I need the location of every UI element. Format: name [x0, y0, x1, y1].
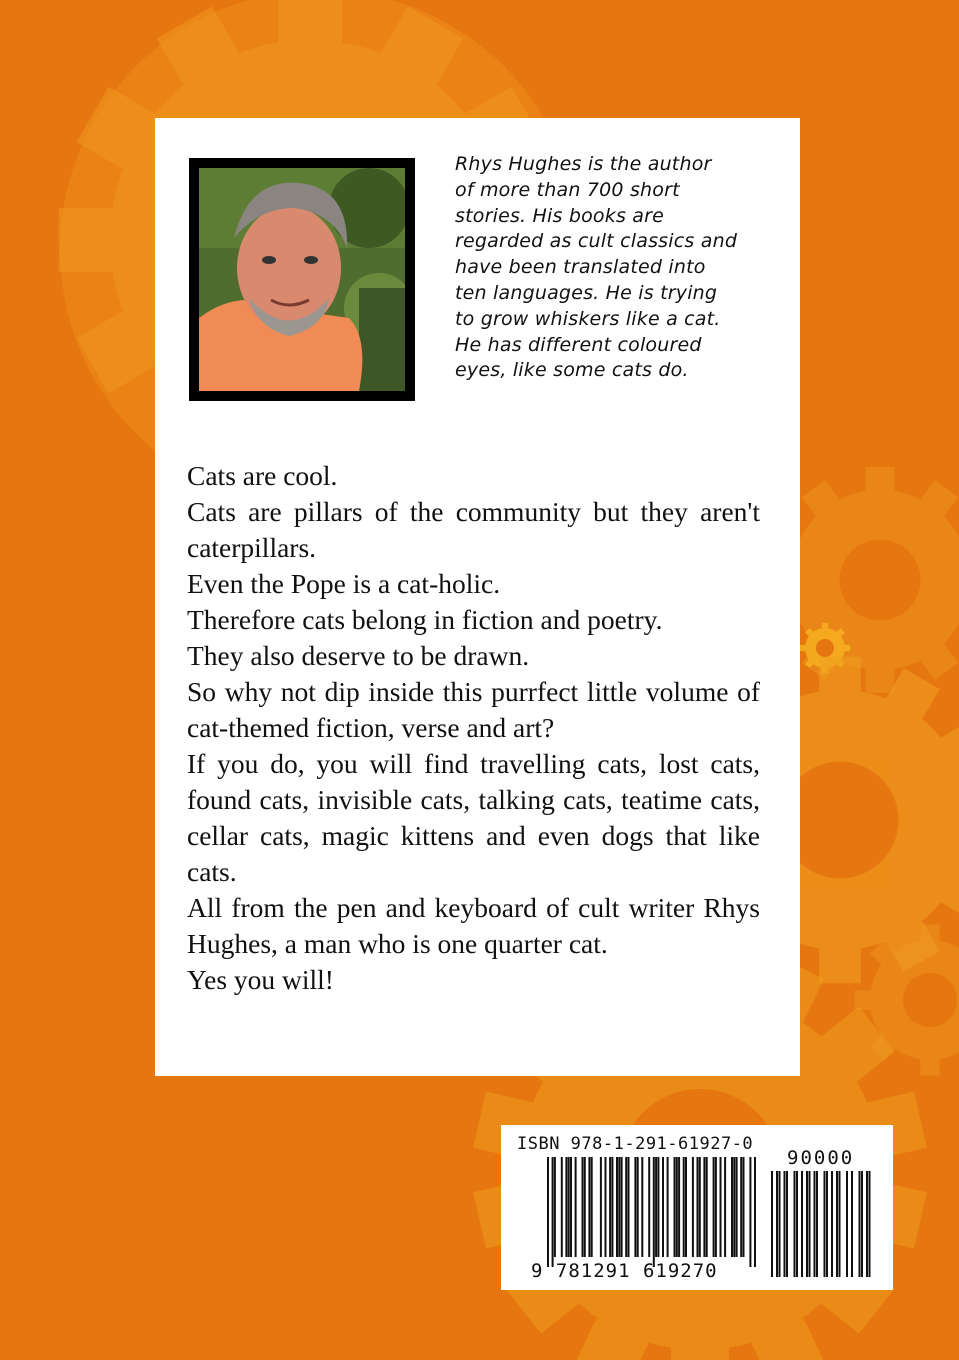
barcode-bar: [771, 1171, 773, 1277]
barcode-bar: [552, 1157, 554, 1267]
bio-line: He has different coloured: [455, 333, 702, 356]
barcode-bar: [776, 1171, 778, 1277]
blurb-paragraph: They also deserve to be drawn.: [187, 640, 530, 671]
barcode-bar: [740, 1157, 742, 1257]
barcode-bar: [826, 1171, 828, 1277]
book-blurb: [187, 458, 760, 998]
barcode-bar: [618, 1157, 620, 1257]
barcode-bar: [676, 1157, 678, 1257]
barcode-bar: [869, 1171, 871, 1277]
barcode-bar: [653, 1157, 655, 1267]
author-photo: [189, 158, 415, 401]
barcode-bar: [565, 1157, 567, 1257]
blurb-paragraph: Cats are pillars of the community but they aren't caterpillars.: [187, 496, 760, 563]
barcode-bar: [720, 1157, 722, 1257]
barcode-bar: [703, 1157, 705, 1257]
barcode-bar: [736, 1157, 738, 1257]
barcode-bar: [715, 1157, 717, 1257]
barcode-bar: [611, 1157, 613, 1257]
barcode-bar: [554, 1157, 556, 1257]
blurb-paragraph: All from the pen and keyboard of cult writer Rhys Hughes, a man who is one quarter cat.: [187, 892, 760, 959]
barcode-bar: [570, 1157, 572, 1257]
barcode-bar: [831, 1171, 833, 1277]
blurb-paragraph: Yes you will!: [187, 964, 334, 995]
barcode-bar: [839, 1171, 841, 1277]
barcode-bar: [648, 1157, 650, 1257]
barcode-bar: [699, 1157, 701, 1257]
barcode-bar: [568, 1157, 570, 1257]
barcode-bar: [824, 1171, 826, 1277]
barcode-bar: [621, 1157, 623, 1257]
blurb-paragraph: Even the Pope is a cat-holic.: [187, 568, 501, 599]
barcode-bar: [637, 1157, 639, 1257]
barcode-bar: [662, 1157, 664, 1257]
barcode-bar: [784, 1171, 786, 1277]
bio-line: Rhys Hughes is the author: [455, 153, 712, 175]
barcode-bar: [733, 1157, 735, 1257]
barcode-bar: [816, 1171, 818, 1277]
blurb-paragraph: Therefore cats belong in fiction and poetry.: [187, 604, 663, 635]
barcode-bar: [806, 1171, 808, 1277]
barcode-bar: [600, 1157, 602, 1257]
barcode-bar: [575, 1157, 577, 1257]
barcode-bar: [588, 1157, 590, 1257]
isbn-barcode: [501, 1125, 893, 1290]
barcode-bar: [749, 1157, 751, 1267]
barcode-bar: [851, 1171, 853, 1277]
addon-number: 90000: [787, 1147, 855, 1169]
barcode-bar: [743, 1157, 745, 1257]
barcode-bar: [786, 1171, 788, 1277]
barcode-bar: [657, 1157, 659, 1257]
barcode-bar: [814, 1171, 816, 1277]
bio-line: eyes, like some cats do.: [455, 359, 689, 382]
barcode-bar: [685, 1157, 687, 1257]
barcode-bar: [628, 1157, 630, 1257]
barcode-bar: [655, 1157, 657, 1257]
barcode-bar: [859, 1171, 861, 1277]
blurb-paragraph: If you do, you will find travelling cats, lost cats, found cats, invisible cats, talking cats, teatime cats, cellar cats, magic kittens and even dogs that like cats.: [187, 748, 760, 887]
barcode-bar: [584, 1157, 586, 1257]
barcode-bar: [616, 1157, 618, 1257]
barcode-bar: [706, 1157, 708, 1257]
barcode-bar: [641, 1157, 643, 1257]
blurb-paragraph: Cats are cool.: [187, 460, 338, 491]
barcode-bar: [697, 1157, 699, 1257]
barcode-bar: [667, 1157, 669, 1257]
barcode-bar: [674, 1157, 676, 1257]
barcode-bar: [713, 1157, 715, 1257]
barcode-bar: [609, 1157, 611, 1257]
blurb-paragraph: So why not dip inside this purrfect little volume of cat-themed fiction, verse and art?: [187, 676, 760, 743]
bio-line: to grow whiskers like a cat.: [455, 307, 721, 330]
author-portrait-image: [199, 168, 405, 391]
bio-line: stories. His books are: [455, 204, 665, 227]
barcode-bar: [794, 1171, 796, 1277]
bio-line: ten languages. He is trying: [455, 281, 718, 304]
barcode-bar: [678, 1157, 680, 1257]
barcode-bar: [625, 1157, 627, 1257]
author-bio: [455, 152, 775, 384]
barcode-bar: [846, 1171, 848, 1277]
bio-line: of more than 700 short: [455, 178, 680, 201]
barcode-bar: [724, 1157, 726, 1257]
barcode-bar: [692, 1157, 694, 1257]
barcode-bar: [582, 1157, 584, 1257]
barcode-bar: [634, 1157, 636, 1257]
bio-line: regarded as cult classics and: [455, 230, 738, 253]
barcode-bar: [683, 1157, 685, 1257]
barcode-bar: [754, 1157, 756, 1267]
barcode-bar: [591, 1157, 593, 1257]
barcode-bar: [801, 1171, 803, 1277]
barcode-bar: [836, 1171, 838, 1277]
barcode-bar: [779, 1171, 781, 1277]
ean-digits: 9 781291 619270: [531, 1260, 718, 1282]
barcode-bar: [796, 1171, 798, 1277]
barcode-bar: [861, 1171, 863, 1277]
back-cover-panel: [155, 118, 800, 1076]
barcode-bar: [561, 1157, 563, 1257]
barcode-bar: [547, 1157, 549, 1267]
barcode-bar: [605, 1157, 607, 1257]
bio-line: have been translated into: [455, 256, 706, 279]
barcode-bar: [809, 1171, 811, 1277]
barcode-bar: [866, 1171, 868, 1277]
isbn-label: ISBN 978-1-291-61927-0: [517, 1134, 754, 1154]
barcode-bar: [731, 1157, 733, 1257]
